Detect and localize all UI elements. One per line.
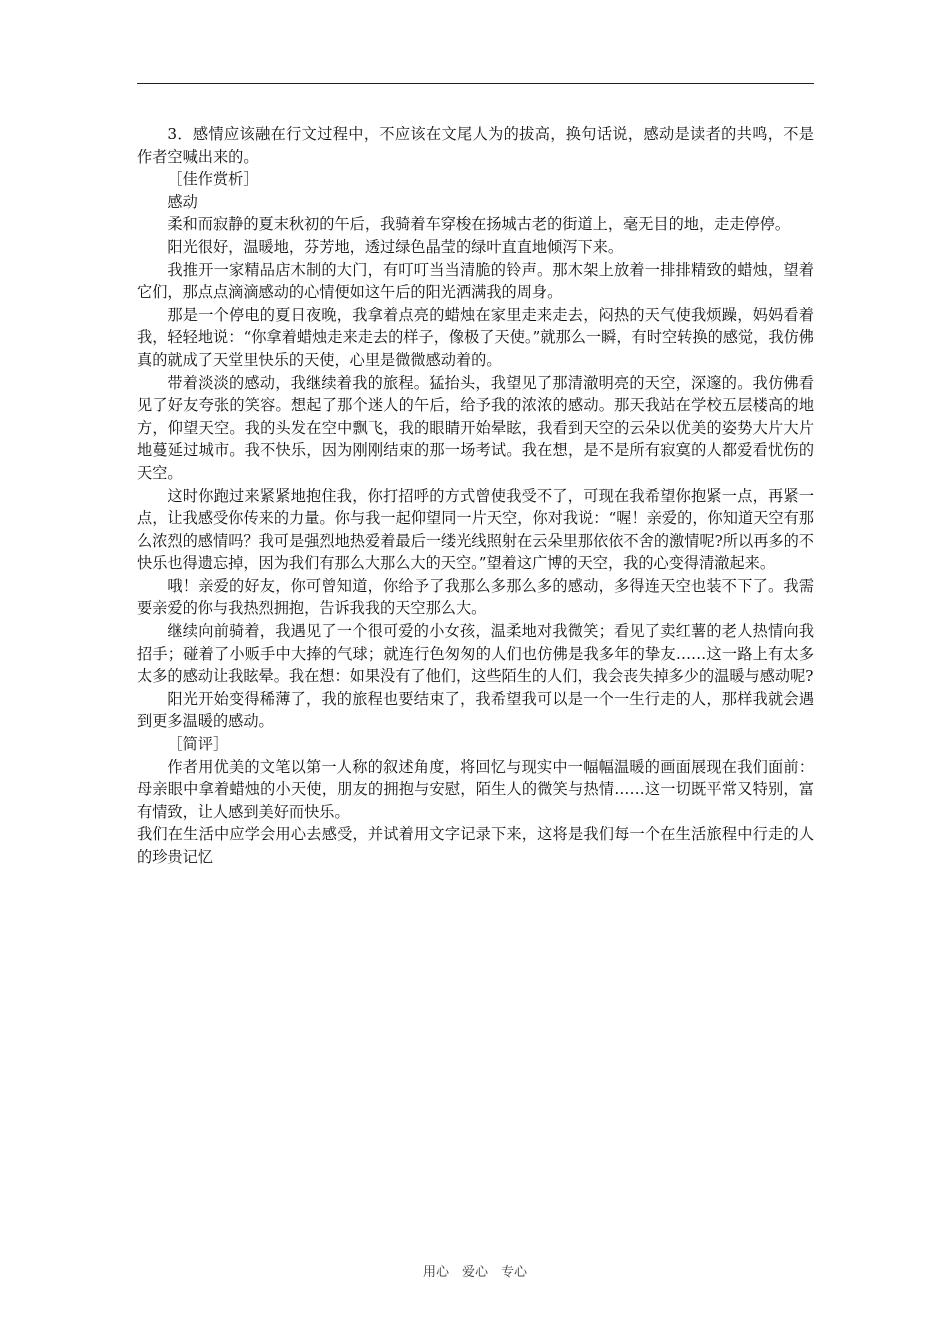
- essay-paragraph: 柔和而寂静的夏末秋初的午后，我骑着车穿梭在扬城古老的街道上，毫无目的地，走走停停。: [167, 215, 791, 234]
- essay-paragraph: 我推开一家精品店木制的大门，有叮叮当当清脆的铃声。那木架上放着一排排精致的蜡烛，望着它们，那点点滴滴感动的心情便如这午后的阳光洒满我的周身。: [137, 260, 814, 302]
- section-heading-appreciation: ［佳作赏析］: [167, 170, 259, 189]
- essay-paragraph: 那是一个停电的夏日夜晚，我拿着点亮的蜡烛在家里走来走去，闷热的天气使我烦躁，妈妈看着我，轻轻地说：“你拿着蜡烛走来走去的样子，像极了天使。”就那么一瞬，有时空转换的感觉，我仿佛真的就成了天堂里快乐的天使，心里是微微感动着的。: [137, 305, 814, 369]
- essay-paragraph: 阳光开始变得稀薄了，我的旅程也要结束了，我希望我可以是一个一生行走的人，那样我就会遇到更多温暖的感动。: [137, 689, 814, 731]
- document-body: [137, 123, 814, 869]
- paragraph-point-3: 3．感情应该融在行文过程中，不应该在文尾人为的拔高，换句话说，感动是读者的共鸣，不是作者空喊出来的。: [137, 125, 814, 166]
- section-heading-review: ［简评］: [167, 735, 229, 754]
- essay-paragraph: 带着淡淡的感动，我继续着我的旅程。猛抬头，我望见了那清澈明亮的天空，深邃的。我仿佛看见了好友夸张的笑容。想起了那个迷人的午后，给予我的浓浓的感动。那天我站在学校五层楼高的地方，仰望天空。我的头发在空中飘飞，我的眼睛开始晕眩，我看到天空的云朵以优美的姿势大片大片地蔓延过城市。我不快乐，因为刚刚结束的那一场考试。我在想，是不是所有寂寞的人都爱看忧伤的天空。: [137, 373, 814, 482]
- page-footer: 用心 爱心 专心: [422, 1265, 527, 1280]
- review-paragraph: 作者用优美的文笔以第一人称的叙述角度，将回忆与现实中一幅幅温暖的画面展现在我们面前：母亲眼中拿着蜡烛的小天使，朋友的拥抱与安慰，陌生人的微笑与热情……这一切既平常又特别，富有情致，让人感到美好而快乐。: [137, 757, 814, 821]
- header-rule: [137, 83, 814, 84]
- essay-paragraph: 继续向前骑着，我遇见了一个很可爱的小女孩，温柔地对我微笑；看见了卖红薯的老人热情向我招手；碰着了小贩手中大捧的气球；就连行色匆匆的人们也仿佛是我多年的挚友……这一路上有太多太多的感动让我眩晕。我在想：如果没有了他们，这些陌生的人们，我会丧失掉多少的温暖与感动呢?: [137, 622, 814, 686]
- essay-paragraph: 这时你跑过来紧紧地抱住我，你打招呼的方式曾使我受不了，可现在我希望你抱紧一点，再紧一点，让我感受你传来的力量。你与我一起仰望同一片天空，你对我说：“喔！亲爱的，你知道天空有那么浓烈的感情吗？我可是强烈地热爱着最后一缕光线照射在云朵里那依依不舍的激情呢?所以再多的不快乐也得遗忘掉，因为我们有那么大那么大的天空。”望着这广博的天空，我的心变得清澈起来。: [137, 486, 814, 573]
- essay-paragraph: 阳光很好，温暖地，芬芳地，透过绿色晶莹的绿叶直直地倾泻下来。: [167, 237, 624, 256]
- review-closing-paragraph: 我们在生活中应学会用心去感受，并试着用文字记录下来，这将是我们每一个在生活旅程中行走的人的珍贵记忆: [137, 825, 814, 866]
- essay-title: 感动: [167, 192, 198, 211]
- essay-paragraph: 哦！亲爱的好友，你可曾知道，你给予了我那么多那么多的感动，多得连天空也装不下了。我需要亲爱的你与我热烈拥抱，告诉我我的天空那么大。: [137, 576, 814, 618]
